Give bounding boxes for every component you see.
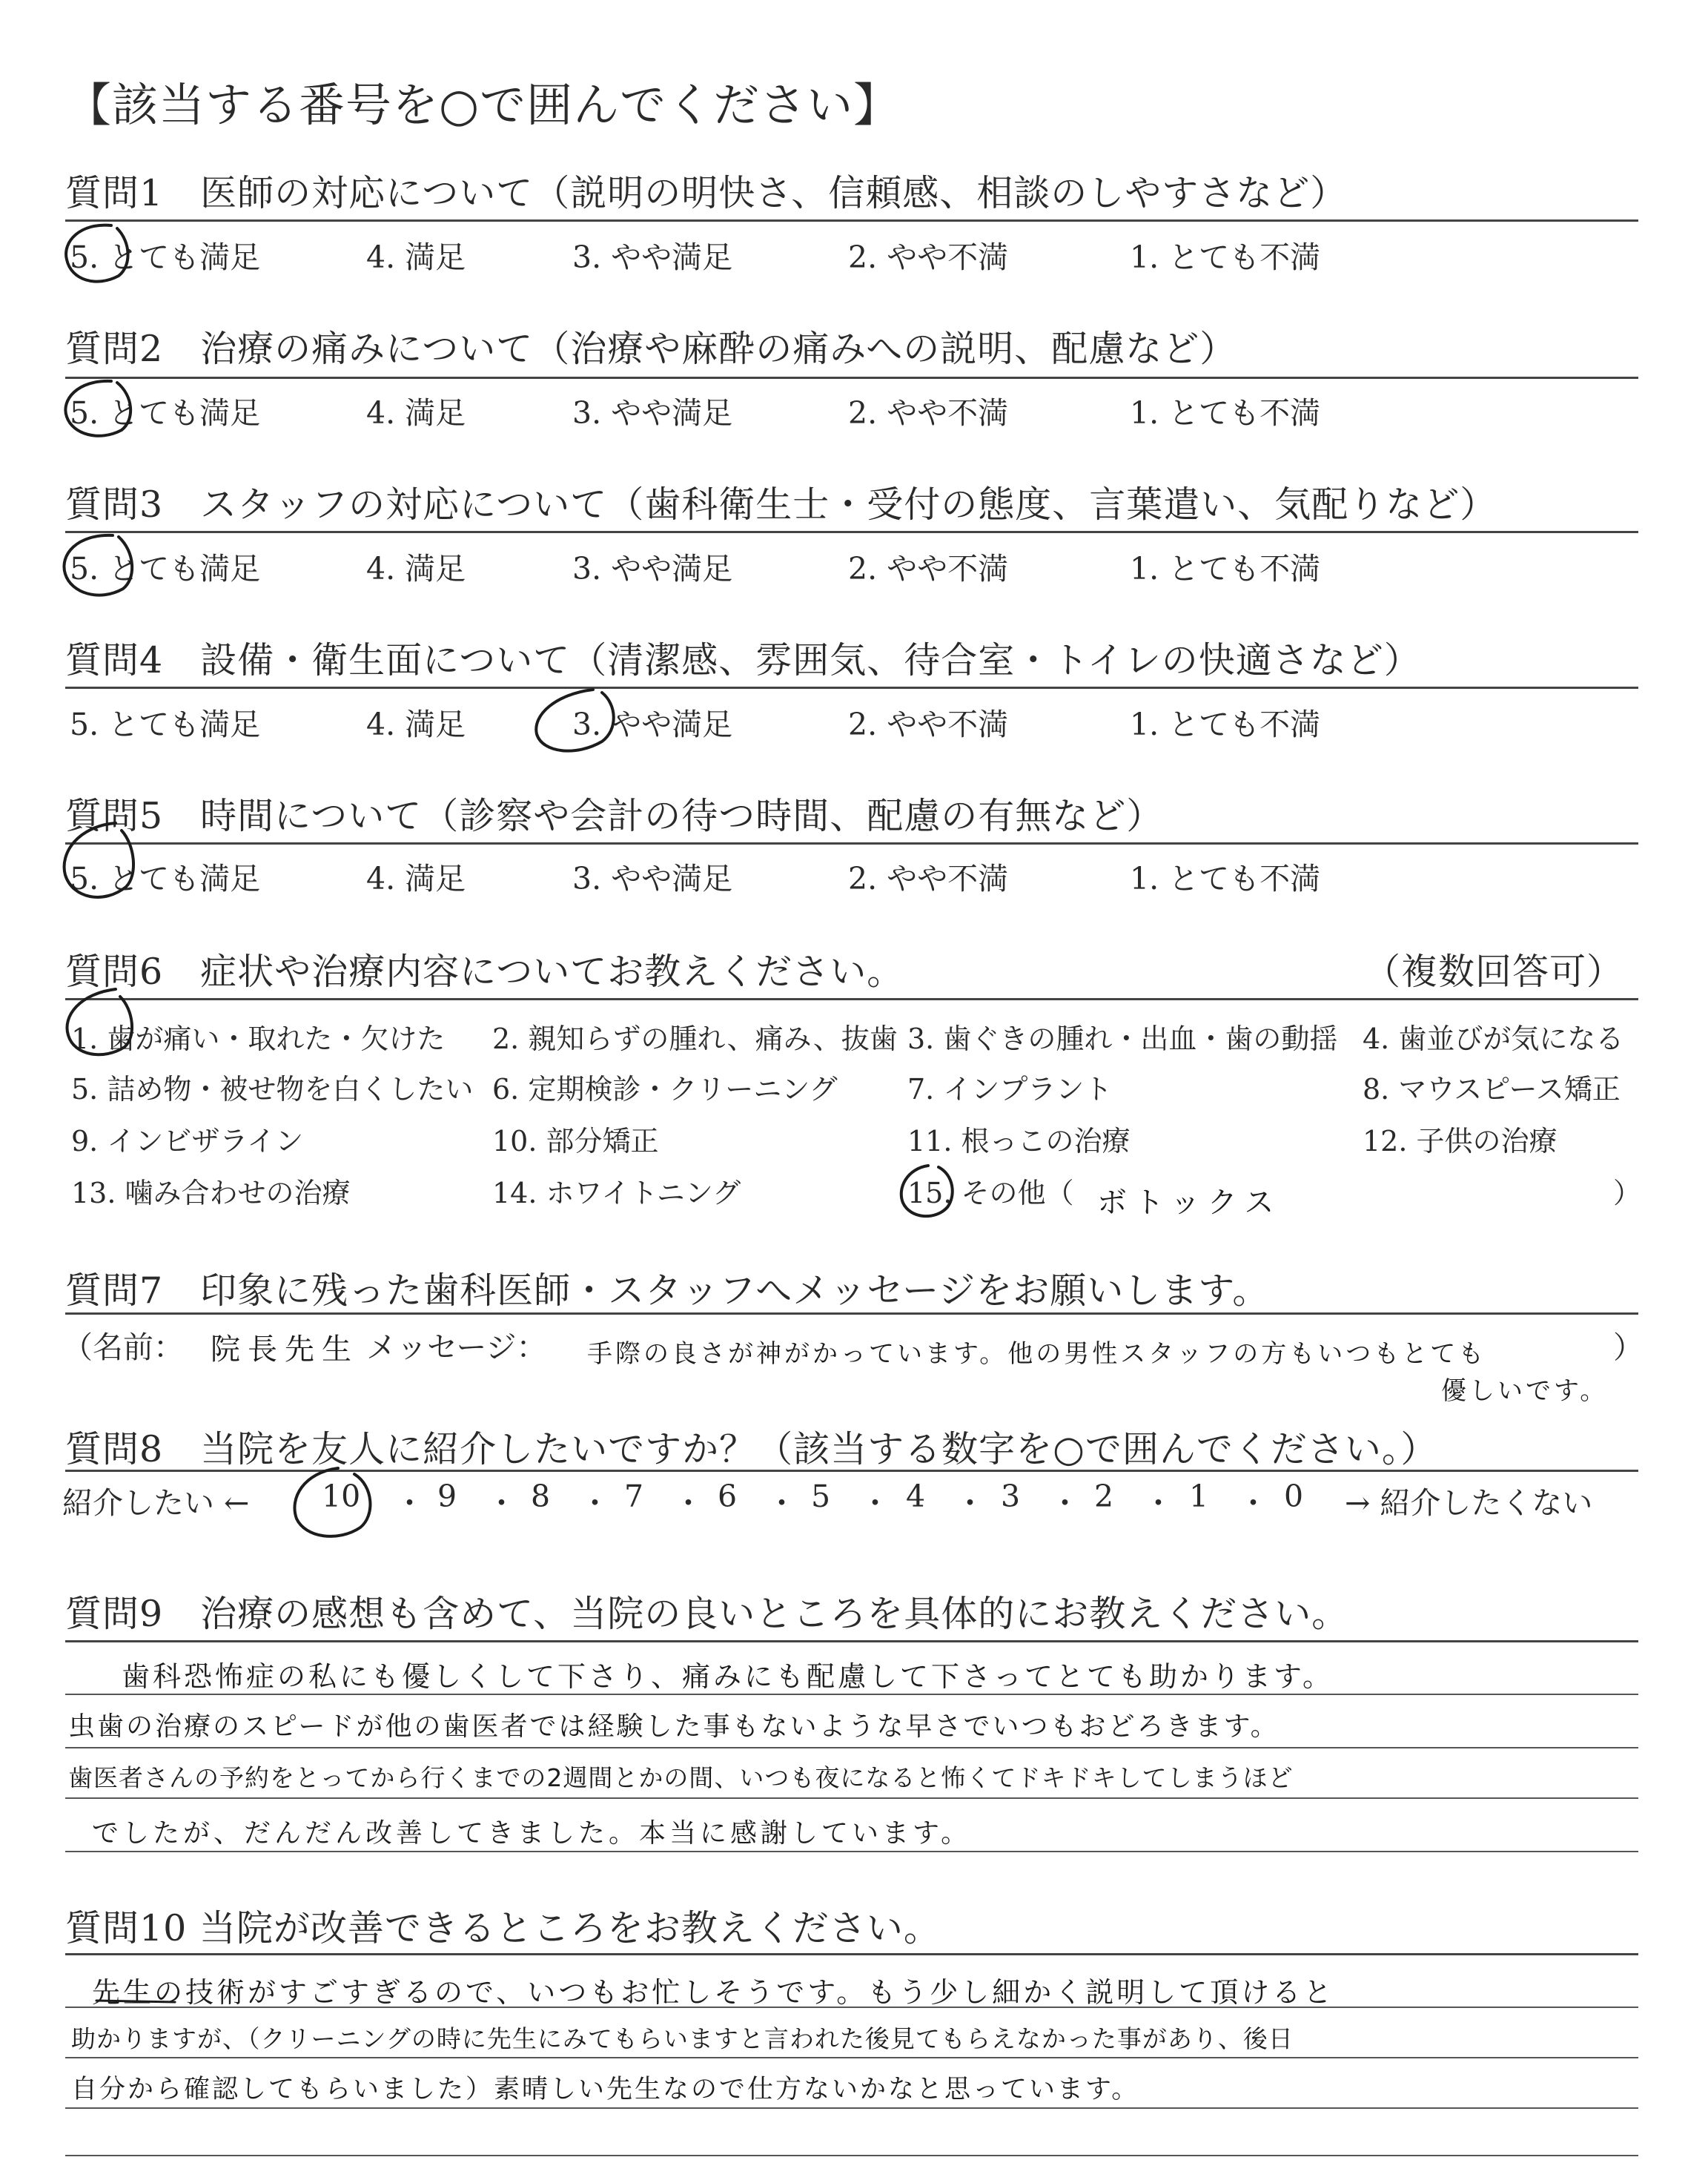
- question-9-divider: [65, 1640, 1638, 1642]
- question-9-title: 質問9 治療の感想も含めて、当院の良いところを具体的にお教えください。: [65, 1593, 1349, 1635]
- question-4-title: 質問4 設備・衛生面について（清潔感、雰囲気、待合室・トイレの快適さなど）: [65, 639, 1421, 681]
- question-5-divider: [65, 842, 1638, 845]
- q8-value-4[interactable]: 4: [906, 1479, 926, 1514]
- q5-option-4[interactable]: 4. 満足: [366, 861, 466, 896]
- q6-item-3[interactable]: 3. 歯ぐきの腫れ・出血・歯の動揺: [907, 1023, 1338, 1055]
- form-heading: 【該当する番号を○で囲んでください】: [65, 78, 901, 132]
- q7-name-label: （名前：: [62, 1330, 184, 1365]
- q6-item-2[interactable]: 2. 親知らずの腫れ、痛み、抜歯: [492, 1023, 898, 1055]
- question-3-title: 質問3 スタッフの対応について（歯科衛生士・受付の態度、言葉遣い、気配りなど）: [65, 483, 1497, 526]
- q2-option-4[interactable]: 4. 満足: [366, 395, 466, 431]
- q8-separator: ・: [955, 1485, 985, 1521]
- q8-separator: ・: [394, 1485, 425, 1521]
- q4-option-3[interactable]: 3. やや満足: [572, 707, 733, 742]
- q8-separator: ・: [1050, 1485, 1080, 1521]
- q2-option-3[interactable]: 3. やや満足: [572, 395, 733, 431]
- q4-option-5[interactable]: 5. とても満足: [70, 707, 261, 742]
- question-8-title: 質問8 当院を友人に紹介したいですか？（該当する数字を○で囲んでください。）: [65, 1428, 1438, 1470]
- q5-option-2[interactable]: 2. やや不満: [848, 861, 1009, 896]
- q6-item-8[interactable]: 8. マウスピース矯正: [1363, 1073, 1621, 1106]
- q10-writing-line: [65, 2057, 1638, 2058]
- question-7-title: 質問7 印象に残った歯科医師・スタッフへメッセージをお願いします。: [65, 1269, 1270, 1312]
- q8-value-8[interactable]: 8: [531, 1479, 551, 1514]
- question-2-title: 質問2 治療の痛みについて（治療や麻酔の痛みへの説明、配慮など）: [65, 328, 1237, 370]
- q10-answer-line-1[interactable]: 先生の技術がすごすぎるので、いつもお忙しそうです。もう少し細かく説明して頂けると: [92, 1976, 1335, 2009]
- question-1-title: 質問1 医師の対応について（説明の明快さ、信頼感、相談のしやすさなど）: [65, 172, 1348, 214]
- q6-item-5[interactable]: 5. 詰め物・被せ物を白くしたい: [71, 1073, 474, 1106]
- q2-option-2[interactable]: 2. やや不満: [848, 395, 1009, 431]
- q8-value-2[interactable]: 2: [1094, 1479, 1114, 1514]
- q9-answer-line-2[interactable]: 虫歯の治療のスピードが他の歯医者では経験した事もないような早さでいつもおどろきます。: [68, 1711, 1280, 1742]
- q5-option-3[interactable]: 3. やや満足: [572, 861, 733, 896]
- q9-writing-line: [65, 1694, 1638, 1695]
- question-4-divider: [65, 687, 1638, 689]
- q10-writing-line: [65, 2007, 1638, 2008]
- q6-item-9[interactable]: 9. インビザライン: [71, 1125, 304, 1157]
- q1-option-5[interactable]: 5. とても満足: [70, 240, 261, 275]
- q5-option-1[interactable]: 1. とても不満: [1130, 861, 1321, 896]
- question-2-divider: [65, 377, 1638, 379]
- q8-right-label: → 紹介したくない: [1345, 1485, 1593, 1521]
- q1-option-2[interactable]: 2. やや不満: [848, 240, 1009, 275]
- q1-option-1[interactable]: 1. とても不満: [1130, 240, 1321, 275]
- q9-answer-line-3[interactable]: 歯医者さんの予約をとってから行くまでの2週間とかの間、いつも夜になると怖くてドキドキしてしまうほど: [68, 1763, 1294, 1792]
- q8-value-0[interactable]: 0: [1284, 1479, 1304, 1514]
- q8-separator: ・: [580, 1485, 610, 1521]
- q1-option-4[interactable]: 4. 満足: [366, 240, 466, 275]
- q10-answer-line-3[interactable]: 自分から確認してもらいました）素晴しい先生なので仕方ないかなと思っています。: [71, 2075, 1140, 2104]
- q6-item-15[interactable]: 15. その他（: [907, 1177, 1074, 1209]
- q8-value-9[interactable]: 9: [437, 1479, 457, 1514]
- question-5-title: 質問5 時間について（診察や会計の待つ時間、配慮の有無など）: [65, 795, 1164, 837]
- q4-option-4[interactable]: 4. 満足: [366, 707, 466, 742]
- q5-option-5[interactable]: 5. とても満足: [70, 861, 261, 896]
- q10-answer-line-2[interactable]: 助かりますが、（クリーニングの時に先生にみてもらいますと言われた後見てもらえなかった事があり、後日: [71, 2024, 1294, 2053]
- q6-other-close-paren: ）: [1613, 1177, 1642, 1209]
- q8-separator: ・: [1143, 1485, 1174, 1521]
- q8-separator: ・: [860, 1485, 890, 1521]
- multiple-answer-note: （複数回答可）: [1364, 951, 1624, 993]
- q8-value-6[interactable]: 6: [718, 1479, 738, 1514]
- q9-writing-line: [65, 1797, 1638, 1799]
- q10-writing-line: [65, 2107, 1638, 2109]
- q10-writing-line: [65, 2155, 1638, 2156]
- q6-item-10[interactable]: 10. 部分矯正: [492, 1125, 659, 1157]
- q6-item-4[interactable]: 4. 歯並びが気になる: [1363, 1023, 1624, 1055]
- q8-value-10[interactable]: 10: [322, 1479, 361, 1514]
- q9-writing-line: [65, 1851, 1638, 1852]
- q6-item-14[interactable]: 14. ホワイトニング: [492, 1177, 741, 1209]
- q9-writing-line: [65, 1747, 1638, 1748]
- q9-answer-line-1[interactable]: 歯科恐怖症の私にも優しくして下さり、痛みにも配慮して下さってとても助かります。: [122, 1660, 1334, 1693]
- q6-item-6[interactable]: 6. 定期検診・クリーニング: [492, 1073, 838, 1106]
- q8-separator: ・: [673, 1485, 704, 1521]
- question-6-title: 質問6 症状や治療内容についてお教えください。: [65, 951, 904, 993]
- q8-left-label: 紹介したい ←: [62, 1485, 250, 1521]
- q8-value-7[interactable]: 7: [624, 1479, 644, 1514]
- question-8-divider: [65, 1470, 1638, 1472]
- q6-item-1[interactable]: 1. 歯が痛い・取れた・欠けた: [71, 1023, 446, 1055]
- question-6-divider: [65, 998, 1638, 1000]
- question-1-divider: [65, 219, 1638, 222]
- q2-option-1[interactable]: 1. とても不満: [1130, 395, 1321, 431]
- question-10-title: 質問10 当院が改善できるところをお教えください。: [65, 1907, 941, 1949]
- q8-separator: ・: [486, 1485, 517, 1521]
- q9-answer-line-4[interactable]: でしたが、だんだん改善してきました。本当に感謝しています。: [92, 1818, 972, 1849]
- q7-message-label: メッセージ：: [366, 1330, 547, 1365]
- q3-option-5[interactable]: 5. とても満足: [70, 551, 261, 587]
- q6-other-answer[interactable]: ボトックス: [1097, 1186, 1282, 1220]
- q8-value-3[interactable]: 3: [1001, 1479, 1021, 1514]
- q2-option-5[interactable]: 5. とても満足: [70, 395, 261, 431]
- q8-separator: ・: [767, 1485, 797, 1521]
- q3-option-1[interactable]: 1. とても不満: [1130, 551, 1321, 587]
- q8-value-1[interactable]: 1: [1189, 1479, 1209, 1514]
- q7-message-line-2[interactable]: 優しいです。: [1441, 1376, 1609, 1406]
- q6-item-11[interactable]: 11. 根っこの治療: [907, 1125, 1131, 1157]
- q7-message-line-1[interactable]: 手際の良さが神がかっています。他の男性スタッフの方もいつもとても: [587, 1339, 1487, 1369]
- q3-option-4[interactable]: 4. 満足: [366, 551, 466, 587]
- q7-name-value[interactable]: 院長先生: [211, 1332, 359, 1367]
- question-7-divider: [65, 1312, 1638, 1315]
- q8-separator: ・: [1238, 1485, 1268, 1521]
- q4-option-2[interactable]: 2. やや不満: [848, 707, 1009, 742]
- q3-option-2[interactable]: 2. やや不満: [848, 551, 1009, 587]
- q8-value-5[interactable]: 5: [811, 1479, 831, 1514]
- q6-item-12[interactable]: 12. 子供の治療: [1363, 1125, 1558, 1157]
- q1-option-3[interactable]: 3. やや満足: [572, 240, 733, 275]
- q3-option-3[interactable]: 3. やや満足: [572, 551, 733, 587]
- q6-item-13[interactable]: 13. 噛み合わせの治療: [71, 1177, 351, 1209]
- q7-close-paren: ）: [1613, 1330, 1644, 1365]
- question-3-divider: [65, 531, 1638, 533]
- q4-option-1[interactable]: 1. とても不満: [1130, 707, 1321, 742]
- q6-item-7[interactable]: 7. インプラント: [907, 1073, 1113, 1106]
- question-10-divider: [65, 1953, 1638, 1955]
